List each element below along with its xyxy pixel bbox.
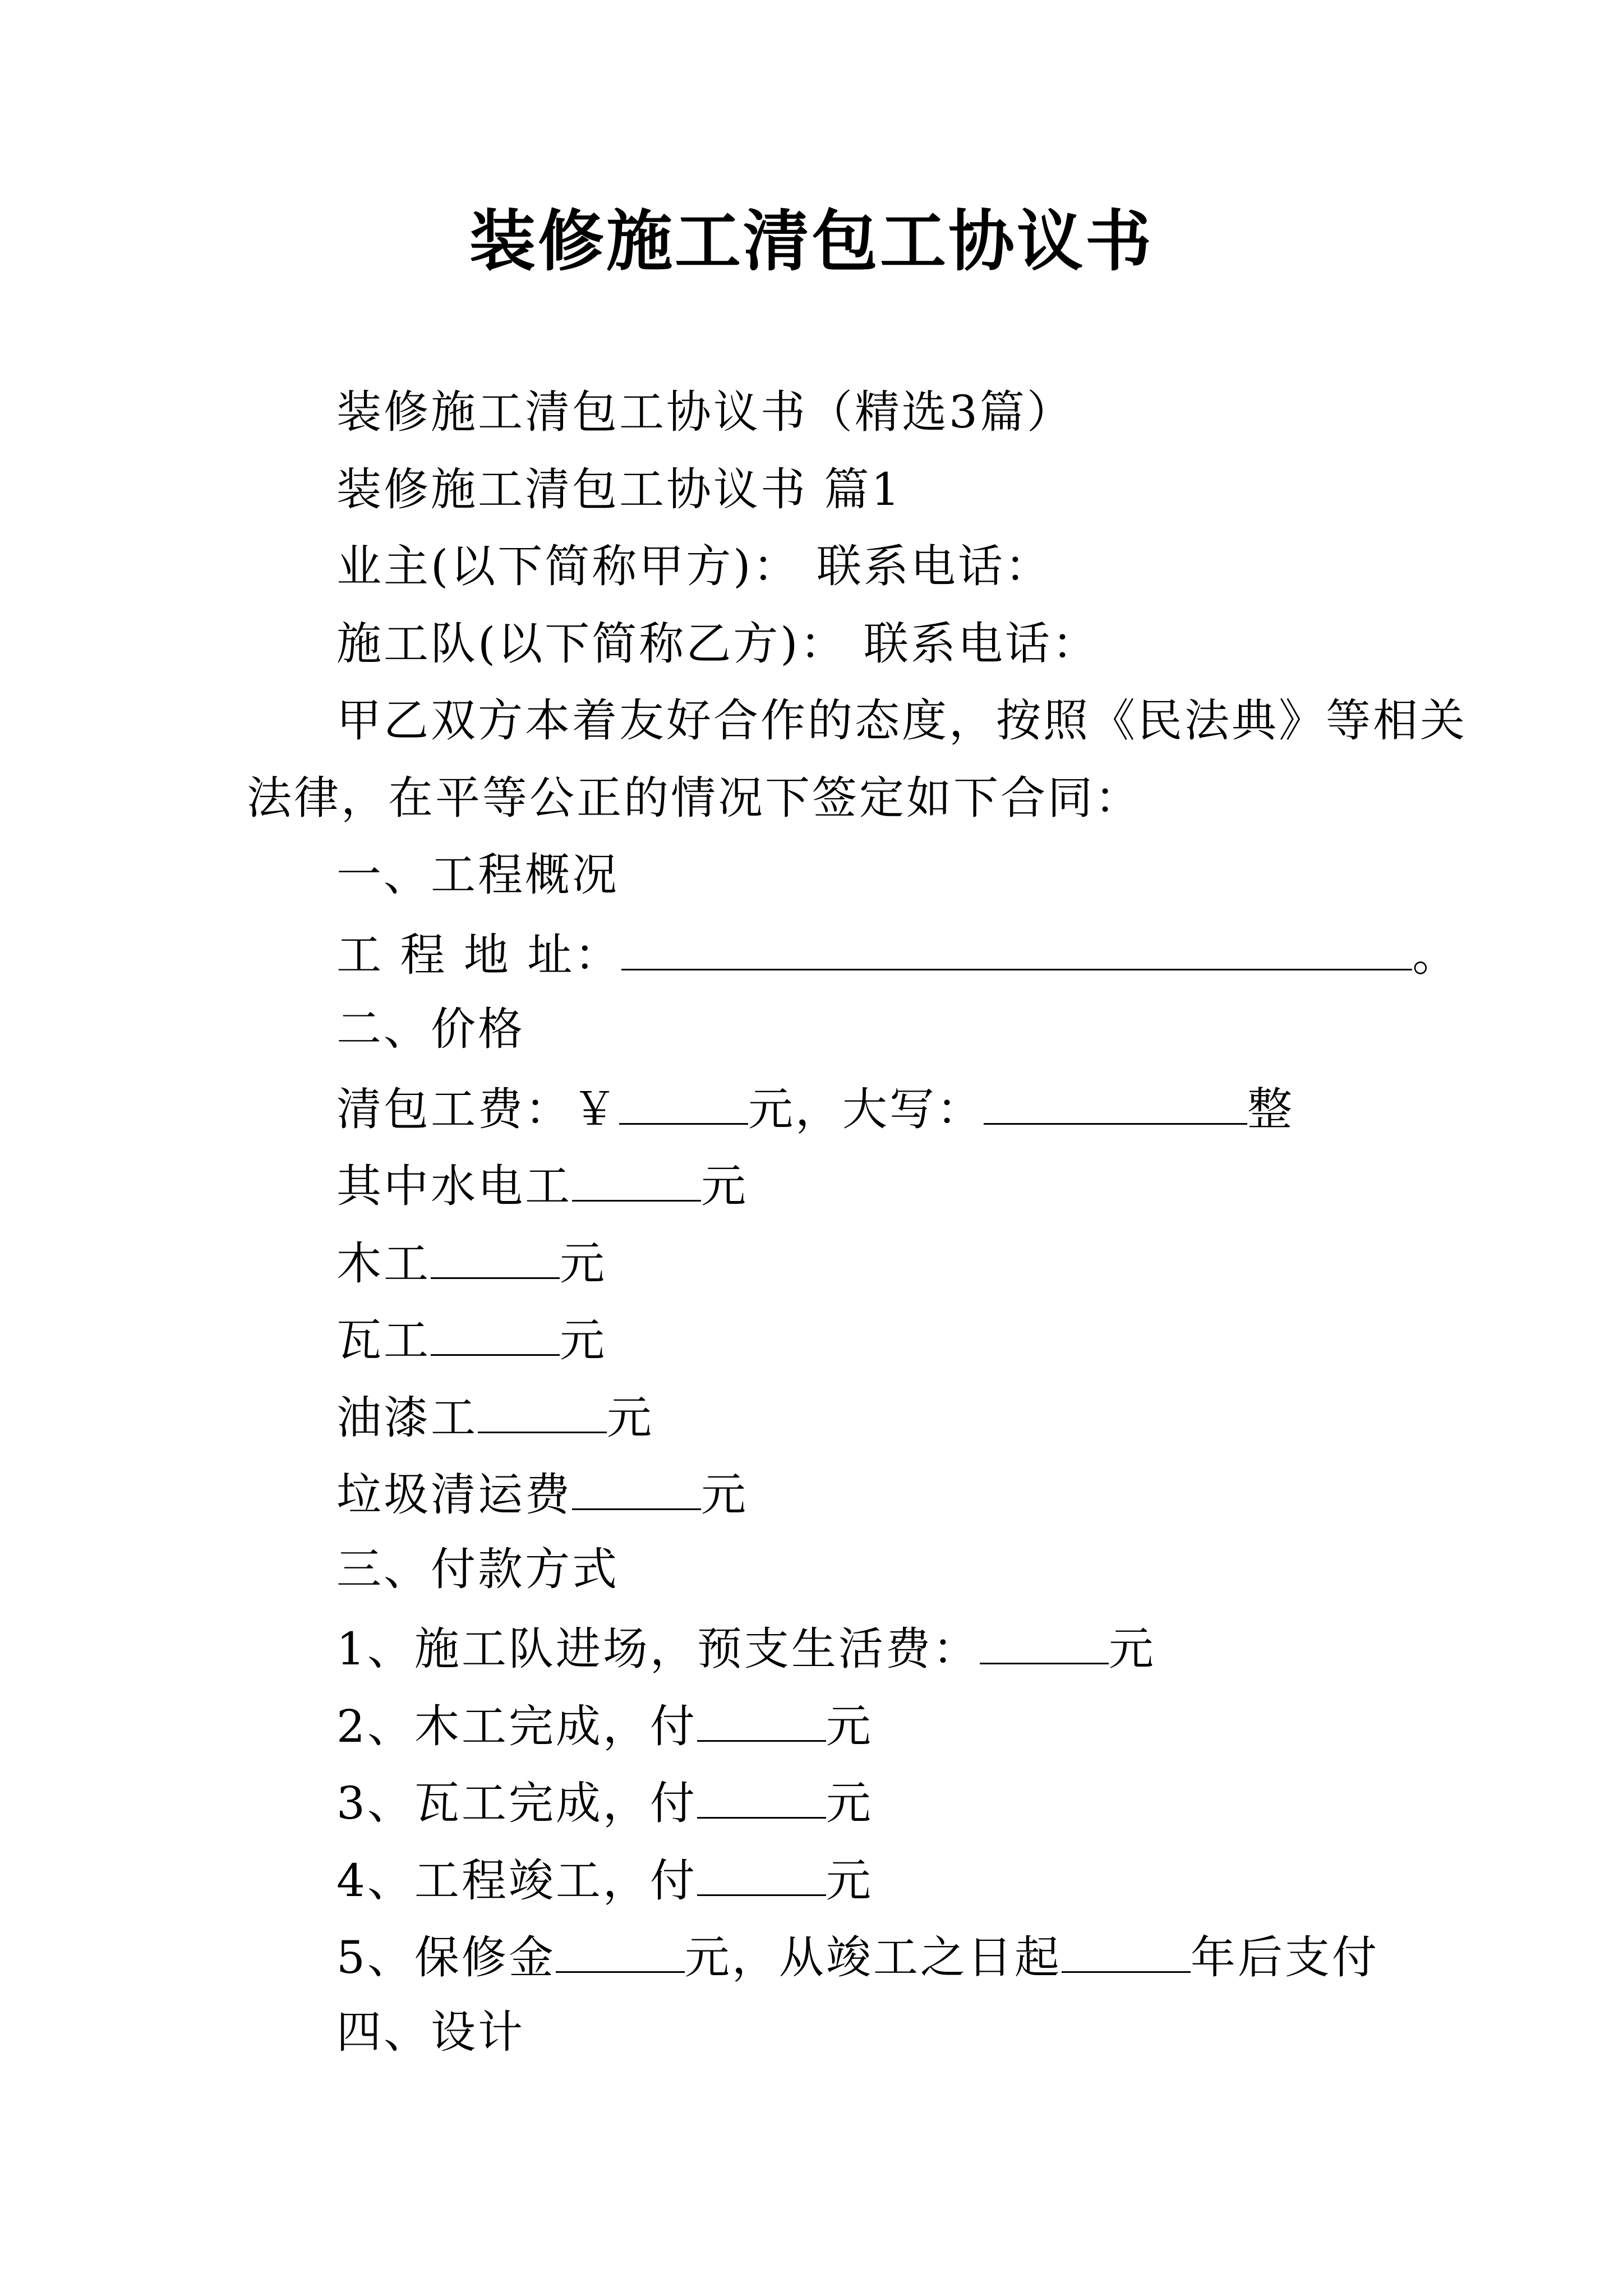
payment-label-4: 4、工程竣工，付 bbox=[336, 1855, 697, 1907]
tile-blank bbox=[431, 1307, 560, 1356]
fee-line bbox=[336, 1076, 1294, 1140]
payment-blank-1 bbox=[980, 1616, 1109, 1664]
tiling-line bbox=[336, 1307, 607, 1372]
fee-words-blank bbox=[984, 1076, 1247, 1125]
garbage-blank bbox=[572, 1461, 701, 1510]
carpentry-line bbox=[336, 1230, 607, 1295]
warranty-amount-blank bbox=[556, 1924, 685, 1973]
warranty-end: 年后支付 bbox=[1190, 1931, 1379, 1984]
fee-unit: 元，大写： bbox=[748, 1083, 984, 1135]
payment-label-5: 5、保修金 bbox=[336, 1931, 556, 1984]
wood-blank bbox=[431, 1230, 560, 1279]
document-title: 装修施工清包工协议书 bbox=[469, 202, 1154, 280]
yuan-unit: 元 bbox=[826, 1700, 873, 1752]
paint-label: 油漆工 bbox=[336, 1392, 478, 1444]
yuan-unit: 元 bbox=[607, 1392, 654, 1444]
payment-item-5 bbox=[336, 1924, 1379, 1989]
fee-label: 清包工费：￥ bbox=[336, 1083, 619, 1135]
address-line bbox=[336, 922, 1459, 986]
yuan-unit: 元 bbox=[560, 1314, 607, 1366]
payment-blank-3 bbox=[697, 1770, 826, 1819]
water-label: 其中水电工 bbox=[336, 1160, 572, 1212]
paint-blank bbox=[478, 1384, 607, 1433]
address-end: 。 bbox=[1412, 929, 1460, 981]
warranty-years-blank bbox=[1062, 1924, 1191, 1973]
subtitle-line: 装修施工清包工协议书（精选3篇） bbox=[336, 386, 1074, 438]
payment-item-4 bbox=[336, 1847, 873, 1912]
payment-item-3 bbox=[336, 1770, 873, 1834]
address-blank bbox=[621, 922, 1412, 970]
payment-item-2 bbox=[336, 1693, 873, 1757]
yuan-unit: 元 bbox=[826, 1855, 873, 1907]
payment-label-1: 1、施工队进场，预支生活费： bbox=[336, 1623, 980, 1675]
part-heading: 装修施工清包工协议书 篇1 bbox=[336, 463, 902, 516]
fee-amount-blank bbox=[619, 1076, 748, 1125]
yuan-unit: 元 bbox=[1108, 1623, 1156, 1675]
yuan-unit: 元 bbox=[701, 1469, 748, 1521]
yuan-unit: 元 bbox=[826, 1777, 873, 1829]
tile-label: 瓦工 bbox=[336, 1314, 431, 1366]
payment-blank-2 bbox=[697, 1693, 826, 1742]
preamble-line-2: 法律，在平等公正的情况下签定如下合同： bbox=[247, 772, 1142, 824]
payment-label-3: 3、瓦工完成，付 bbox=[336, 1777, 697, 1829]
fee-end: 整 bbox=[1247, 1083, 1294, 1135]
payment-blank-4 bbox=[697, 1847, 826, 1896]
payment-label-2: 2、木工完成，付 bbox=[336, 1700, 697, 1752]
garbage-label: 垃圾清运费 bbox=[336, 1469, 572, 1521]
section-heading-1: 一、工程概况 bbox=[336, 849, 619, 901]
painting-line bbox=[336, 1384, 654, 1449]
address-label: 工 程 地 址： bbox=[336, 929, 622, 981]
garbage-line bbox=[336, 1461, 748, 1526]
party-a-line: 业主(以下简称甲方)： 联系电话： bbox=[336, 540, 1052, 592]
section-heading-3: 三、付款方式 bbox=[336, 1543, 619, 1595]
water-blank bbox=[572, 1153, 701, 1202]
wood-label: 木工 bbox=[336, 1237, 431, 1290]
payment-item-1 bbox=[336, 1616, 1156, 1680]
section-heading-2: 二、价格 bbox=[336, 1003, 525, 1055]
section-heading-4: 四、设计 bbox=[336, 2006, 525, 2058]
warranty-text: 元，从竣工之日起 bbox=[684, 1931, 1062, 1984]
water-electric-line bbox=[336, 1153, 748, 1217]
yuan-unit: 元 bbox=[701, 1160, 748, 1212]
yuan-unit: 元 bbox=[560, 1237, 607, 1290]
party-b-line: 施工队(以下简称乙方)： 联系电话： bbox=[336, 618, 1099, 670]
preamble-line-1: 甲乙双方本着友好合作的态度，按照《民法典》等相关 bbox=[336, 694, 1467, 747]
